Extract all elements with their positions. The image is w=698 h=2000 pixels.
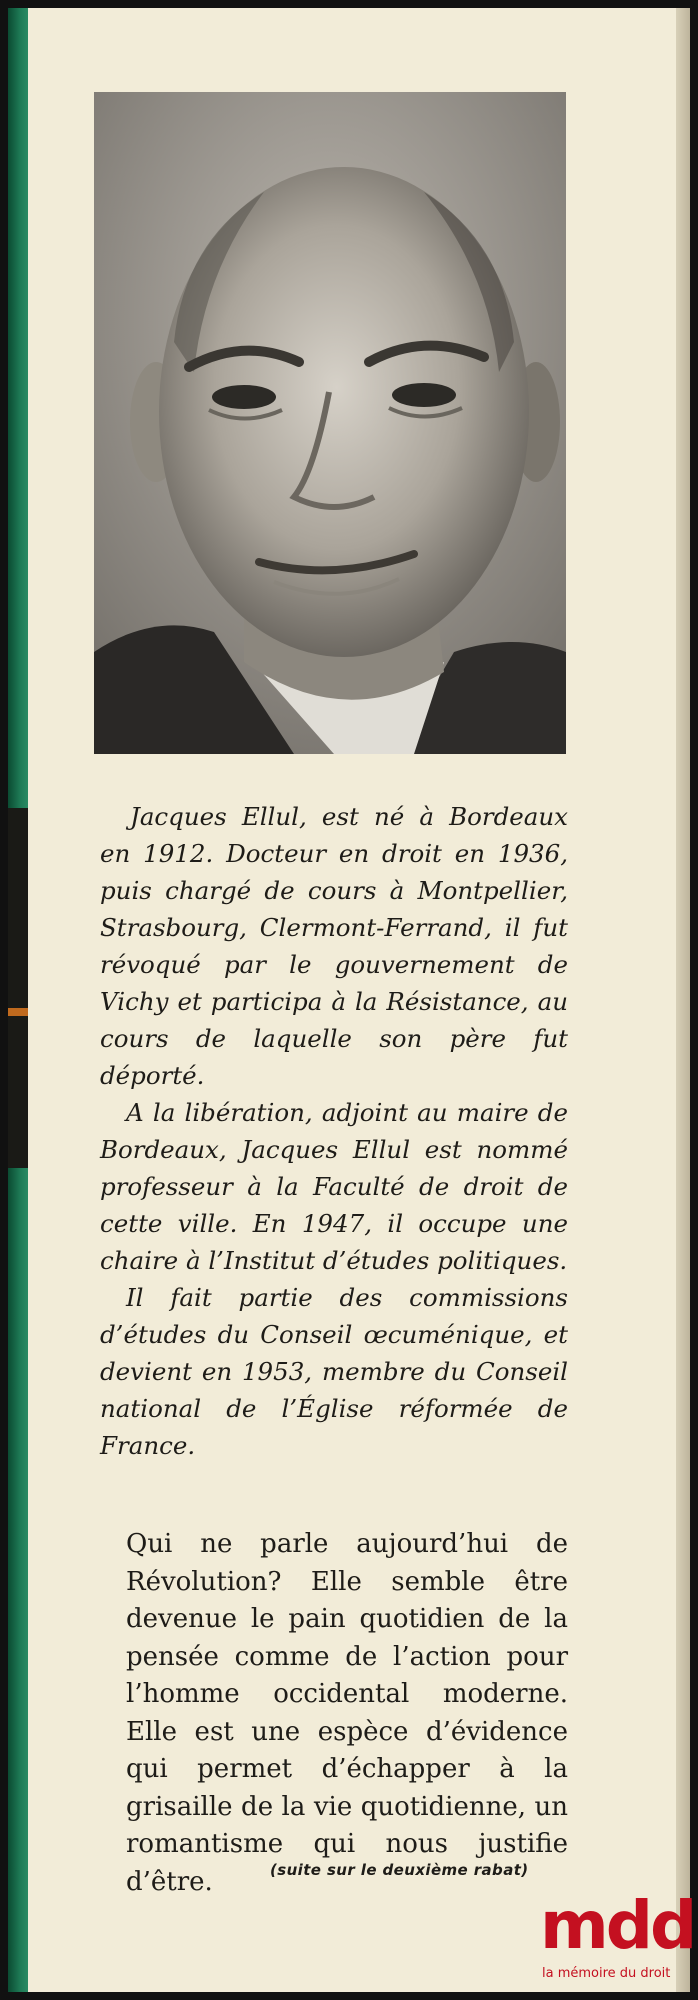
author-portrait-photo [94, 92, 566, 754]
mdd-logo-letters: mdd [540, 1887, 695, 1964]
page-right-edge [676, 8, 690, 1992]
logo-tagline: la mémoire du droit [542, 1966, 671, 1981]
book-flap-page [8, 8, 690, 1992]
bio-paragraph: Jacques Ellul, est né à Bordeaux en 1912. Docteur en droit en 1936, puis chargé de cours à Montpellier, Strasbourg, Clermont-Ferrand, il fut révoqué par le gouvernement de Vichy et participa à la Résistance, au cours de laquelle son père fut déporté. [100, 802, 568, 1090]
mdd-watermark-logo [540, 1886, 698, 2000]
bio-paragraph: A la libération, adjoint au maire de Bordeaux, Jacques Ellul est nommé professeur à la Faculté de droit de cette ville. En 1947, il occupe une chaire à l’Institut d’études politiques. [100, 1098, 568, 1275]
author-biography [100, 798, 568, 1464]
book-introduction-text: Qui ne parle aujourd’hui de Révolution? Elle semble être devenue le pain quotidien de la pensée comme de l’action pour l’homme occidental moderne. Elle est une espèce d’évidence qui permet d’échapper à la grisaille de la vie quotidienne, un romantisme qui nous justifie d’être. [126, 1529, 568, 1897]
orange-spine-stripe [8, 1008, 28, 1016]
continuation-note: (suite sur le deuxième rabat) [270, 1861, 529, 1879]
dark-spine-band [8, 808, 28, 1168]
bio-paragraph: Il fait partie des commissions d’études du Conseil œcuménique, et devient en 1953, membre du Conseil national de l’Église réformée de France. [100, 1283, 568, 1460]
